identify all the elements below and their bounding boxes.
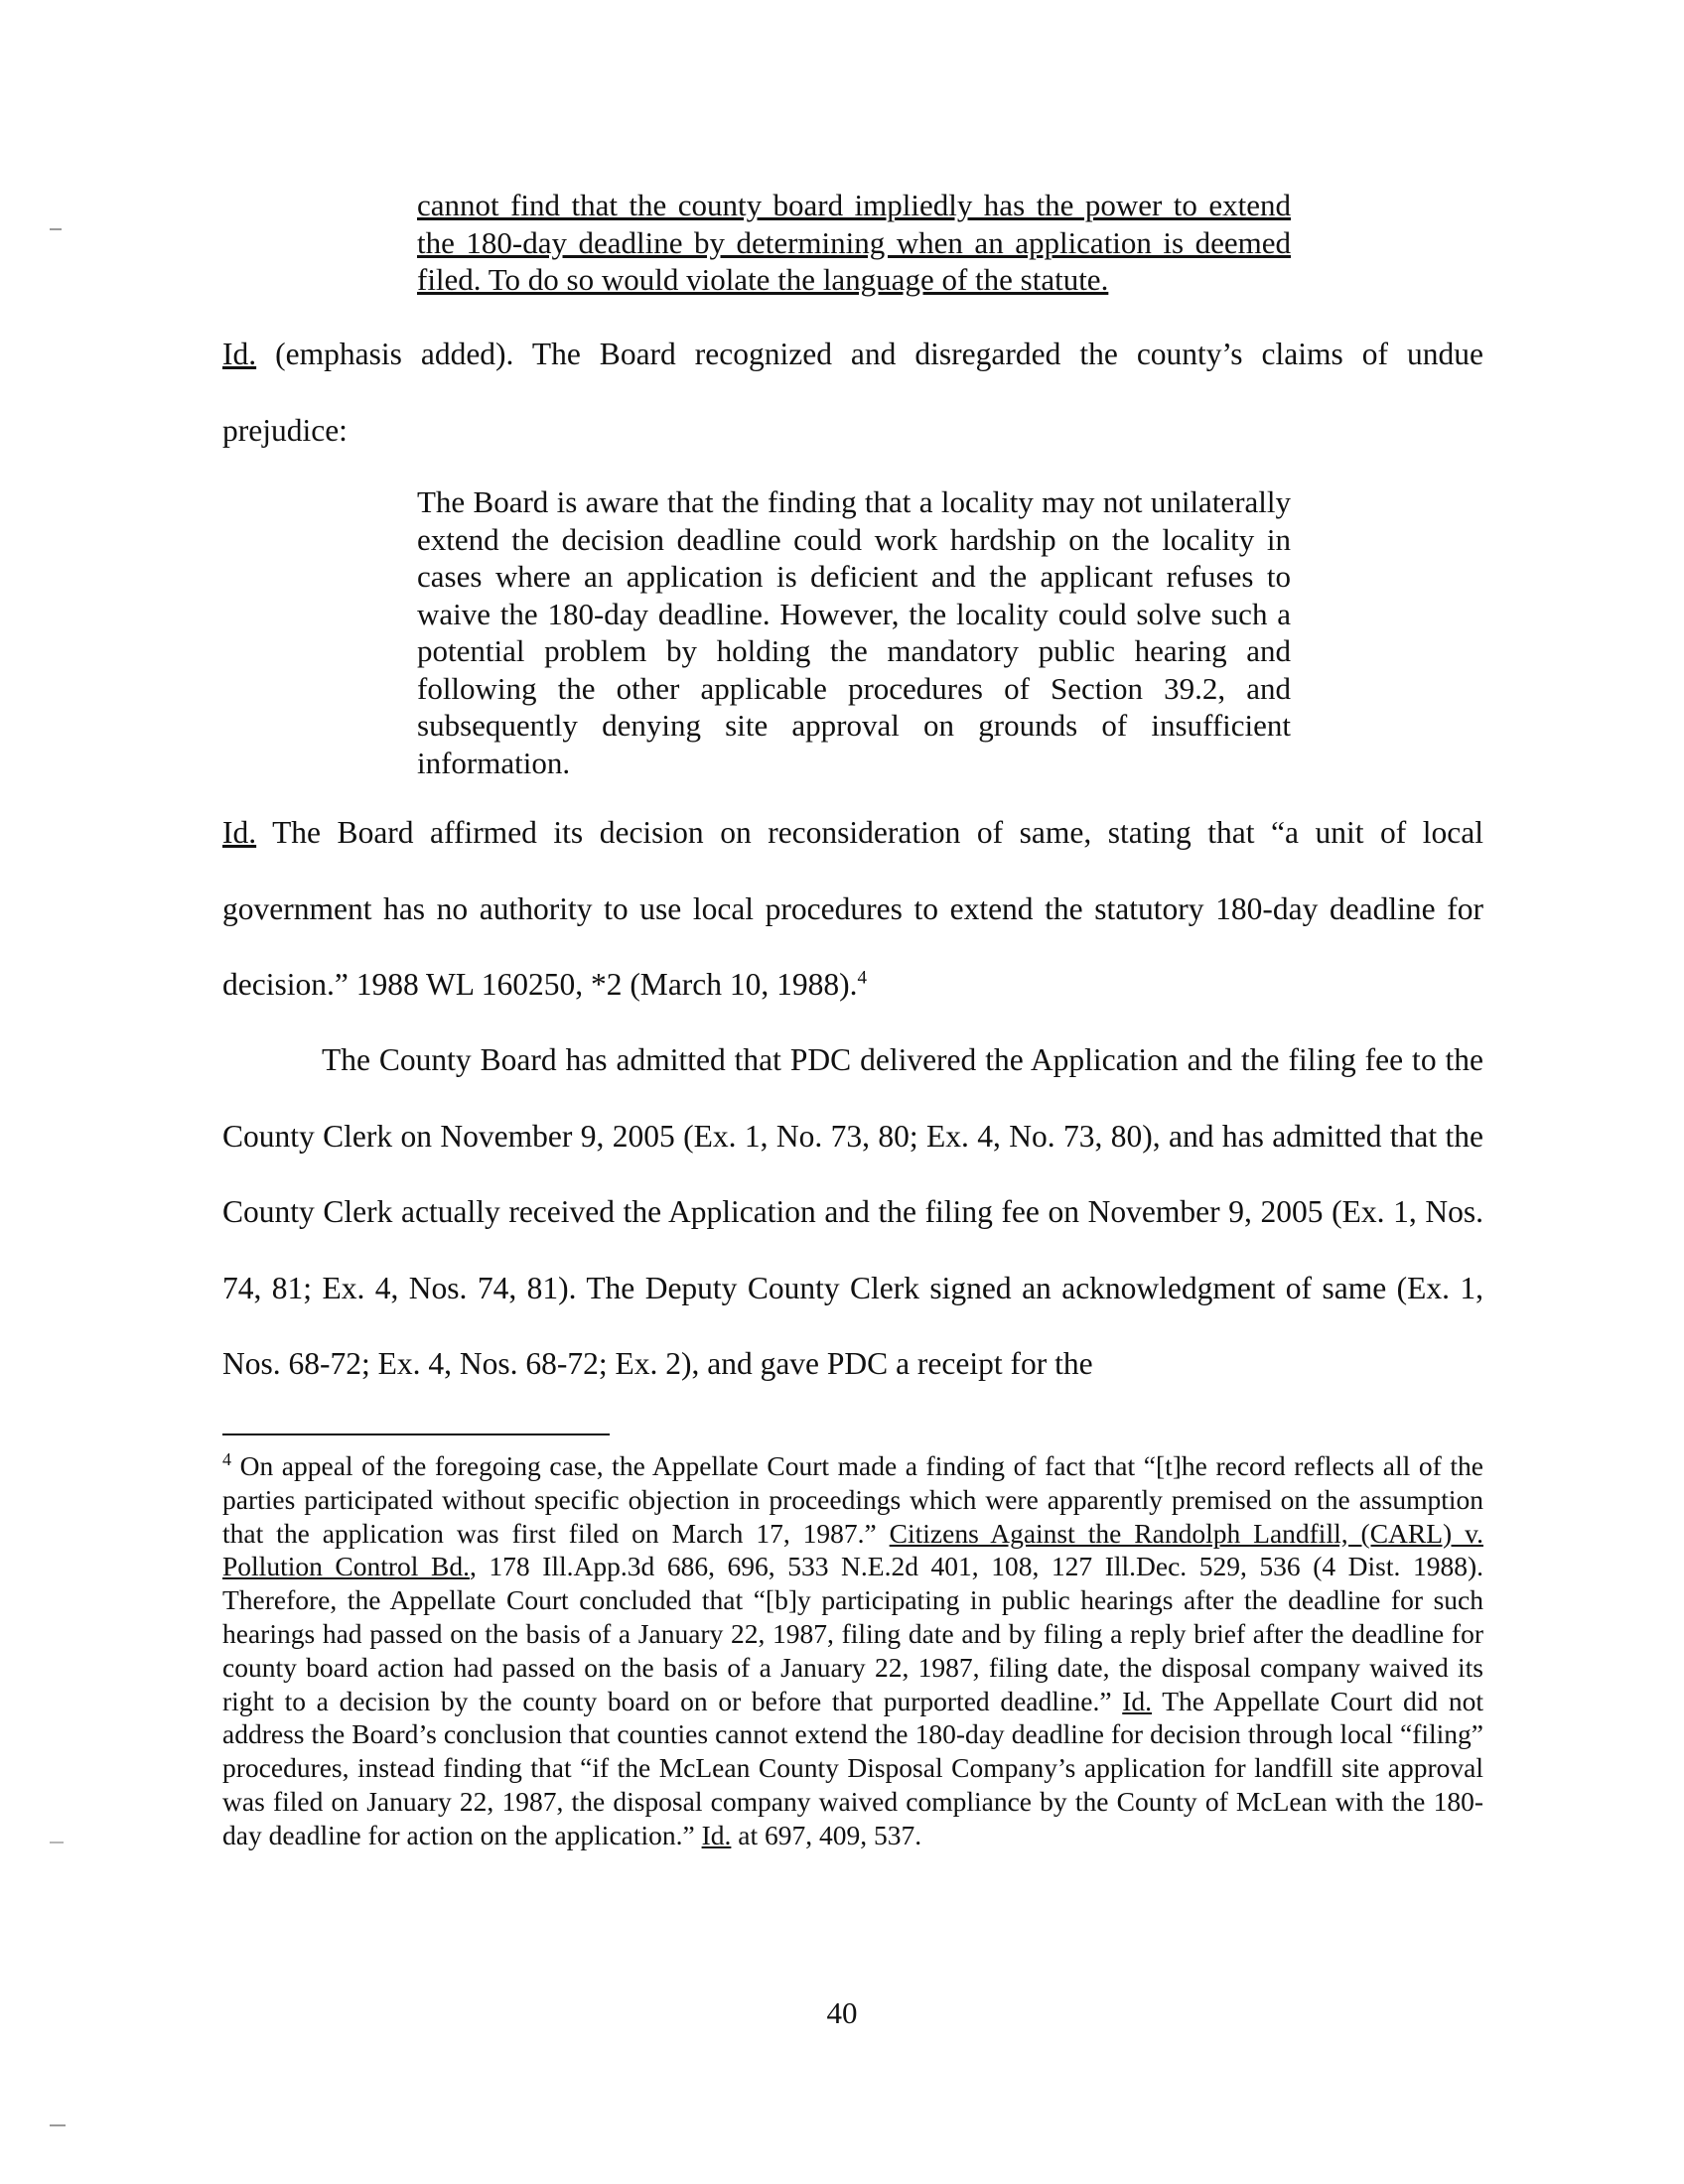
citation-id: Id. [222,815,257,850]
citation-id: Id. [701,1819,732,1850]
footnote-text: at 697, 409, 537. [731,1819,922,1850]
footnote-text: , 178 Ill.App.3d 686, 696, 533 N.E.2d 401, 108, 127 Ill.Dec. 529, 536 (4 Dist. 1988). Therefore, the Appellate Court concluded that “[b]y participating in public hearings after the deadline for such hearings had passed on the basis of a January 22, 1987, filing date and by filing a reply brief after the deadline for county board action had passed on the basis of a January 22, 1987, filing date, the disposal company waived its right to a decision by the county board on or before that purported deadline.” [222,1551,1483,1716]
margin-mark [50,1842,64,1843]
footnote [222,1449,1483,1852]
citation-id: Id. [1122,1685,1153,1716]
footnote-text: The Appellate Court did not address the Board’s conclusion that counties cannot extend the 180-day deadline for decision through local “filing” procedures, instead finding that “if the McLean County Disposal Company’s application for landfill site approval was filed on January 22, 1987, the disposal company waived compliance by the County of McLean with the 180-day deadline for action on the application.” [222,1685,1483,1850]
block-quote-underlined: cannot find that the county board impliedly has the power to extend the 180-day deadline by determining when an application is deemed filed. To do so would violate the language of the statute. [417,188,1291,297]
footnote-number: 4 [222,1448,231,1469]
paragraph-text: (emphasis added). The Board recognized and disregarded the county’s claims of undue prejudice: [222,337,1483,448]
margin-mark [50,228,62,230]
margin-mark [50,2124,66,2126]
footnote-case-name: Citizens Against the Randolph Landfill, (CARL) v. Pollution Control Bd. [222,1517,1483,1582]
paragraph-board-recognized [222,317,1483,469]
paragraph-board-affirmed [222,795,1483,1024]
citation-id: Id. [222,337,257,371]
paragraph-county-board-admitted: The County Board has admitted that PDC delivered the Application and the filing fee to the County Clerk on November 9, 2005 (Ex. 1, No. 73, 80; Ex. 4, No. 73, 80), and has admitted that the County Clerk actually received the Application and the filing fee on November 9, 2005 (Ex. 1, Nos. 74, 81; Ex. 4, Nos. 74, 81). The Deputy County Clerk signed an acknowledgment of same (Ex. 1, Nos. 68-72; Ex. 4, Nos. 68-72; Ex. 2), and gave PDC a receipt for the [222,1042,1483,1381]
footnote-divider [222,1433,610,1435]
paragraph-text: The Board affirmed its decision on reconsideration of same, stating that “a unit of local government has no authority to use local procedures to extend the statutory 180-day deadline for decision.” 1988 WL 160250, *2 (March 10, 1988). [222,815,1483,1002]
block-quote-board: The Board is aware that the finding that a locality may not unilaterally extend the decision deadline could work hardship on the locality in cases where an application is deficient and the applicant refuses to waive the 180-day deadline. However, the locality could solve such a potential problem by holding the mandatory public hearing and following the other applicable procedures of Section 39.2, and subsequently denying site approval on grounds of insufficient information. [417,484,1291,780]
page-number: 40 [826,1995,858,2030]
footnote-reference: 4 [857,967,868,989]
footnote-text: On appeal of the foregoing case, the Appellate Court made a finding of fact that “[t]he record reflects all of the parties participated without specific objection in proceedings which were apparently premised on the assumption that the application was first filed on March 17, 1987.” [222,1450,1483,1549]
